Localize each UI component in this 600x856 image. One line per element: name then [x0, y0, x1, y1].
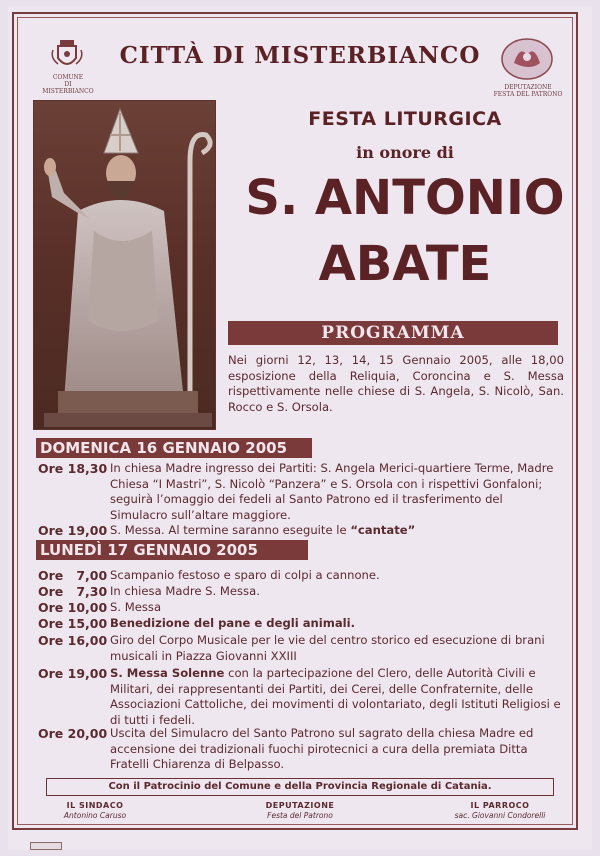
event-text: In chiesa Madre S. Messa.	[110, 584, 260, 598]
patronage-box: Con il Patrocinio del Comune e della Provincia Regionale di Catania.	[46, 778, 554, 796]
signature-parish-priest: IL PARROCO sac. Giovanni Condorelli	[454, 801, 546, 820]
event-text: Scampanio festoso e sparo di colpi a cannone.	[110, 568, 380, 582]
event-item	[38, 666, 562, 728]
event-item	[38, 584, 562, 600]
event-item	[38, 616, 562, 632]
event-item	[38, 568, 562, 584]
event-time: Ore 18,30	[38, 461, 108, 476]
event-text: Benedizione del pane e degli animali.	[110, 616, 356, 630]
event-time: Ore 16,00	[38, 633, 108, 648]
day-heading-monday: LUNEDÌ 17 GENNAIO 2005	[36, 540, 308, 560]
programma-intro: Nei giorni 12, 13, 14, 15 Gennaio 2005, alle 18,00 esposizione della Reliquia, Coroncina e S. Messa rispettivamente nelle chiese di S. Angela, S. Nicolò, San. Rocco e S. Orsola.	[228, 353, 564, 414]
event-item	[38, 523, 562, 539]
event-text: S. Messa. Al termine saranno eseguite le “cantate”	[110, 523, 416, 537]
deputation-seal-icon	[500, 37, 554, 81]
event-time: Ore 7,00	[38, 568, 108, 583]
event-item	[38, 633, 562, 664]
crest-label: COMUNE DI MISTERBIANCO	[42, 74, 94, 95]
event-time: Ore 15,00	[38, 616, 108, 631]
saint-statue-photo	[33, 100, 216, 430]
event-time: Ore 20,00	[38, 726, 108, 741]
event-text: S. Messa Solenne con la partecipazione del Clero, delle Autorità Civili e Militari, dei rappresentanti dei Partiti, dei Cerei, delle Confraternite, delle Associazioni Cattoliche, dei movimenti di volontariato, degli Istituti Religiosi e di tutti i fedeli.	[110, 666, 561, 727]
tax-stamp	[30, 842, 62, 850]
day-heading-sunday: DOMENICA 16 GENNAIO 2005	[36, 438, 312, 458]
event-text: In chiesa Madre ingresso dei Partiti: S. Angela Merici-quartiere Terme, Madre Chiesa “I Mastri”, S. Nicolò “Panzera” e S. Orsola con i rispettivi Gonfaloni; seguirà l’omaggio dei fedeli al Santo Patrono ed il trasferimento del Simulacro sull’altare maggiore.	[110, 461, 554, 522]
saint-name-line2: ABATE	[318, 236, 492, 292]
event-time: Ore 10,00	[38, 600, 108, 615]
event-text: Uscita del Simulacro del Santo Patrono sul sagrato della chiesa Madre ed accensione dei tradizionali fuochi pirotecnici a cura della premiata Ditta Fratelli Chiarenza di Belpasso.	[110, 726, 534, 771]
signature-deputation: DEPUTAZIONE Festa del Patrono	[265, 801, 335, 820]
seal-label: DEPUTAZIONE FESTA DEL PATRONO	[493, 84, 563, 98]
event-item	[38, 726, 562, 773]
onore-subheading: in onore di	[356, 143, 454, 162]
event-time: Ore 19,00	[38, 666, 108, 681]
event-item	[38, 600, 562, 616]
event-time: Ore 19,00	[38, 523, 108, 538]
programma-banner: PROGRAMMA	[228, 321, 558, 345]
saint-name-line1: S. ANTONIO	[245, 170, 565, 226]
signature-mayor: IL SINDACO Antonino Caruso	[63, 801, 127, 820]
event-time: Ore 7,30	[38, 584, 108, 599]
event-text: Giro del Corpo Musicale per le vie del centro storico ed esecuzione di brani musicali in Piazza Giovanni XXIII	[110, 633, 545, 663]
event-item	[38, 461, 562, 523]
festa-liturgica-heading: FESTA LITURGICA	[308, 108, 502, 130]
event-text: S. Messa	[110, 600, 162, 614]
page-title: CITTÀ DI MISTERBIANCO	[119, 42, 481, 69]
